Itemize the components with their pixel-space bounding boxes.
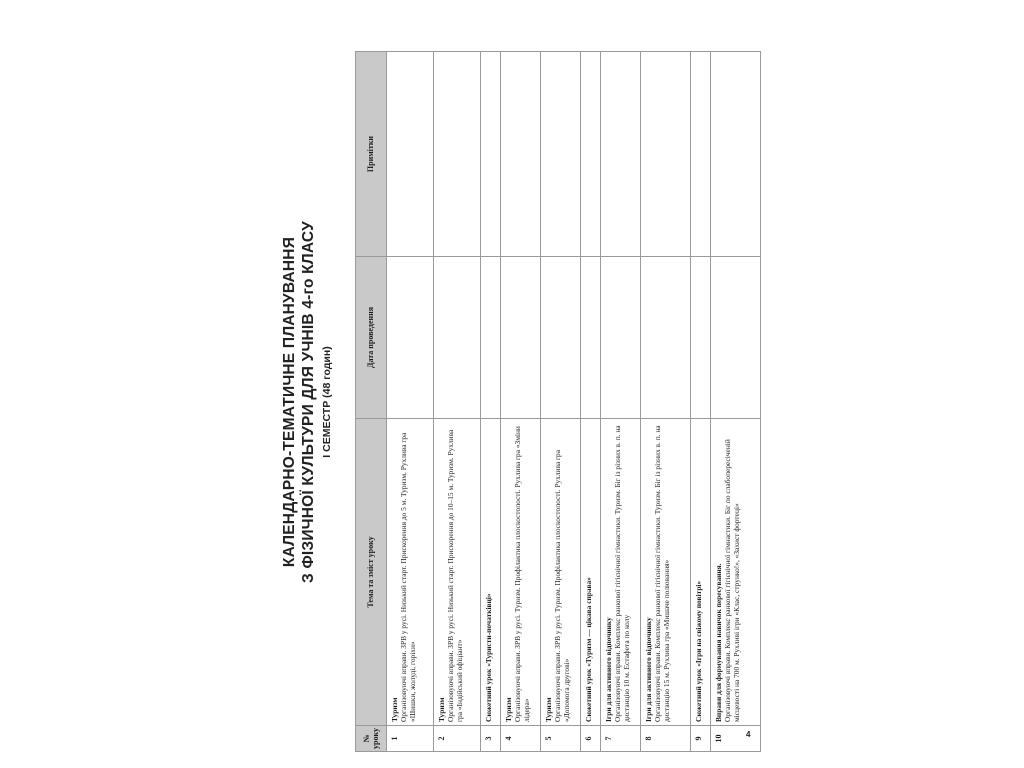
lesson-topic-text: Організовуючі вправи. Комплекс ранкової гігієнічної гімнастики. Біг по слабопересіченій місцевості на 700 м. Рухливі ігри «Клас, струнко!», «Захист фортеці» — [723, 439, 742, 722]
table-row — [501, 52, 541, 752]
lesson-notes — [581, 52, 601, 257]
table-row — [387, 52, 434, 752]
lesson-date — [387, 257, 434, 419]
lesson-date — [581, 257, 601, 419]
lesson-topic — [641, 419, 691, 726]
semester-label: І СЕМЕСТР (48 годин) — [321, 346, 333, 458]
lesson-topic-text: Організовуючі вправи. ЗРВ у русі. Туризм. Профілактика плоскостопості. Рухлива гра «Допомога другові» — [553, 449, 572, 722]
table-row — [601, 52, 641, 752]
lesson-notes — [711, 52, 761, 257]
lesson-number: 10 — [711, 726, 761, 752]
header-lesson-number: № уроку — [356, 726, 387, 752]
lesson-date — [434, 257, 481, 419]
lesson-topic — [581, 419, 601, 726]
table-row — [541, 52, 581, 752]
lesson-date — [601, 257, 641, 419]
lesson-topic-title: Ігри для активного відпочинку — [604, 617, 613, 722]
header-date: Дата проведення — [356, 257, 387, 419]
page-number: 4 — [746, 730, 751, 739]
lesson-topic-title: Сюжетний урок «Ігри на свіжому повітрі» — [694, 580, 703, 722]
lesson-topic — [501, 419, 541, 726]
lesson-topic-title: Сюжетний урок «Туризм — цікава справа» — [584, 577, 593, 722]
lesson-number: 8 — [641, 726, 691, 752]
lesson-notes — [501, 52, 541, 257]
lesson-topic-title: Туризм — [544, 697, 553, 722]
lesson-number: 5 — [541, 726, 581, 752]
header-notes: Примітки — [356, 52, 387, 257]
lesson-topic-text: Організовуючі вправи. Комплекс ранкової гігієнічної гімнастики. Туризм. Біг із різних в. п. на дистанцію 15 м. Рухлива гра «Мишаче полювання» — [653, 425, 672, 722]
table-row — [641, 52, 691, 752]
lesson-number: 4 — [501, 726, 541, 752]
rotated-content — [280, 52, 750, 752]
lesson-topic-text: Організовуючі вправи. Комплекс ранкової гігієнічної гімнастики. Туризм. Біг із різних в. п. на дистанцію 10 м. Естафета по колу — [613, 425, 632, 722]
lesson-notes — [481, 52, 501, 257]
lesson-date — [481, 257, 501, 419]
header-topic: Тема та зміст уроку — [356, 419, 387, 726]
lesson-number: 1 — [387, 726, 434, 752]
lesson-number: 2 — [434, 726, 481, 752]
lesson-topic-title: Туризм — [390, 697, 399, 722]
lesson-number: 6 — [581, 726, 601, 752]
lesson-topic-title: Туризм — [437, 697, 446, 722]
lesson-topic-title: Ігри для активного відпочинку — [644, 617, 653, 722]
lesson-notes — [541, 52, 581, 257]
title-block — [280, 52, 348, 752]
lesson-number: 9 — [691, 726, 711, 752]
lesson-date — [641, 257, 691, 419]
table-row — [481, 52, 501, 752]
lesson-notes — [601, 52, 641, 257]
lesson-topic — [691, 419, 711, 726]
lesson-notes — [434, 52, 481, 257]
lesson-topic — [434, 419, 481, 726]
lesson-topic-title: Туризм — [504, 697, 513, 722]
lesson-topic-title: Сюжетний урок «Туристи-початківці» — [484, 593, 493, 722]
lesson-topic — [541, 419, 581, 726]
lesson-date — [541, 257, 581, 419]
lesson-notes — [641, 52, 691, 257]
lesson-topic-title: Вправи для формування навичок пересування. — [714, 563, 723, 722]
lesson-topic-text: Організовуючі вправи. ЗРВ у русі. Туризм. Профілактика плоскостопості. Рухлива гра «Зміни лідера» — [513, 426, 532, 722]
document-title-line-2: З ФІЗИЧНОЇ КУЛЬТУРИ ДЛЯ УЧНІВ 4-го КЛАСУ — [300, 221, 317, 583]
lesson-date — [691, 257, 711, 419]
table-row — [711, 52, 761, 752]
lesson-date — [711, 257, 761, 419]
lesson-topic-text: Організовуючі вправи. ЗРВ у русі. Низький старт. Прискорення до 10–15 м. Туризм. Рухлива гра «Індійський офіціант» — [446, 429, 465, 722]
table-header-row — [356, 52, 387, 752]
planning-table — [355, 51, 761, 752]
lesson-topic — [387, 419, 434, 726]
lesson-number: 3 — [481, 726, 501, 752]
lesson-topic — [711, 419, 761, 726]
lesson-topic — [481, 419, 501, 726]
lesson-number: 7 — [601, 726, 641, 752]
lesson-notes — [691, 52, 711, 257]
lesson-topic-text: Організовуючі вправи. ЗРВ у русі. Низький старт. Прискорення до 5 м. Туризм. Рухлива гра «Шишки, жолуді, горіхи» — [399, 432, 418, 722]
lesson-date — [501, 257, 541, 419]
document-page — [280, 52, 750, 752]
document-title-line-1: КАЛЕНДАРНО-ТЕМАТИЧНЕ ПЛАНУВАННЯ — [281, 236, 298, 568]
lesson-notes — [387, 52, 434, 257]
table-row — [691, 52, 711, 752]
table-row — [434, 52, 481, 752]
lesson-topic — [601, 419, 641, 726]
table-row — [581, 52, 601, 752]
